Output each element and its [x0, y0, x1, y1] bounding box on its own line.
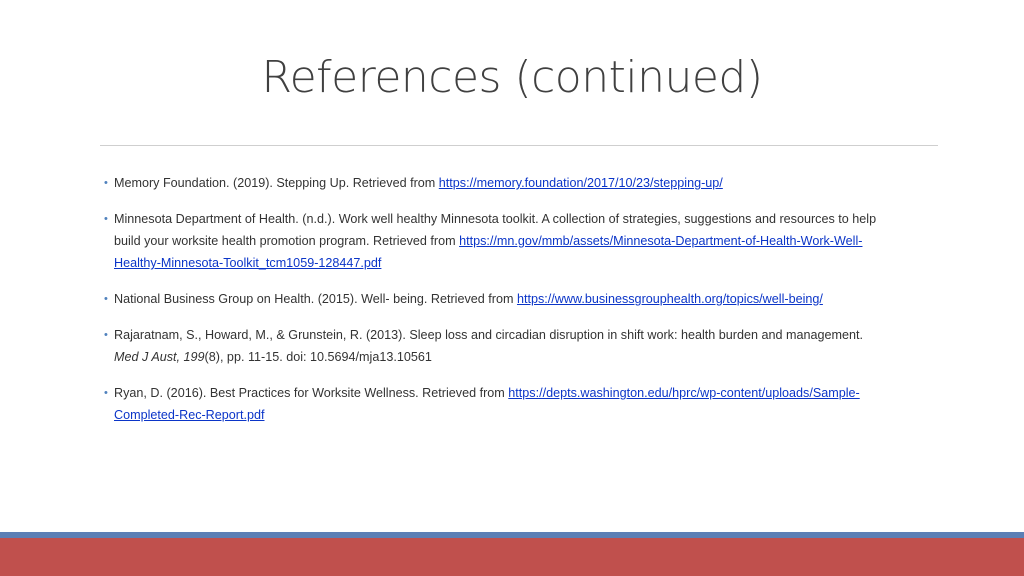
- reference-link[interactable]: https://www.businessgrouphealth.org/topics/well-being/: [516, 292, 823, 306]
- reference-text: National Business Group on Health. (2015). Well- being. Retrieved from: [114, 292, 517, 306]
- reference-item-minnesota-health: [104, 208, 884, 274]
- reference-link[interactable]: https://mn.gov/mmb/assets/Minnesota-Department-of-Health-Work-Well-Healthy-Minnesota-Toolkit_tcm1059-128447.pdf: [114, 234, 863, 270]
- bullet-icon: •: [104, 213, 108, 225]
- reference-tail: (8), pp. 11-15. doi: 10.5694/mja13.10561: [204, 350, 432, 364]
- reference-item-business-group: [104, 288, 884, 310]
- reference-item-memory-foundation: [104, 172, 884, 194]
- bullet-icon: •: [104, 329, 108, 341]
- bullet-icon: •: [104, 177, 108, 189]
- reference-link[interactable]: https://depts.washington.edu/hprc/wp-content/uploads/Sample-Completed-Rec-Report.pdf: [114, 386, 860, 422]
- slide-title: References (continued): [261, 52, 763, 103]
- bullet-icon: •: [104, 387, 108, 399]
- reference-item-rajaratnam: [104, 324, 884, 368]
- reference-list: [104, 172, 884, 440]
- reference-text: Memory Foundation. (2019). Stepping Up. Retrieved from: [114, 176, 439, 190]
- title-divider: [100, 145, 938, 146]
- footer-band-red: [0, 538, 1024, 576]
- reference-journal: Med J Aust, 199: [114, 350, 205, 364]
- reference-item-ryan: [104, 382, 884, 426]
- reference-link[interactable]: https://memory.foundation/2017/10/23/stepping-up/: [438, 176, 723, 190]
- reference-text: Ryan, D. (2016). Best Practices for Worksite Wellness. Retrieved from: [114, 386, 509, 400]
- reference-text: Minnesota Department of Health. (n.d.). Work well healthy Minnesota toolkit. A collection of strategies, suggestions and resources to help build your worksite health promotion program. Retrieved from: [114, 212, 877, 248]
- bullet-icon: •: [104, 293, 108, 305]
- reference-text: Rajaratnam, S., Howard, M., & Grunstein, R. (2013). Sleep loss and circadian disruption in shift work: health burden and management.: [114, 328, 864, 342]
